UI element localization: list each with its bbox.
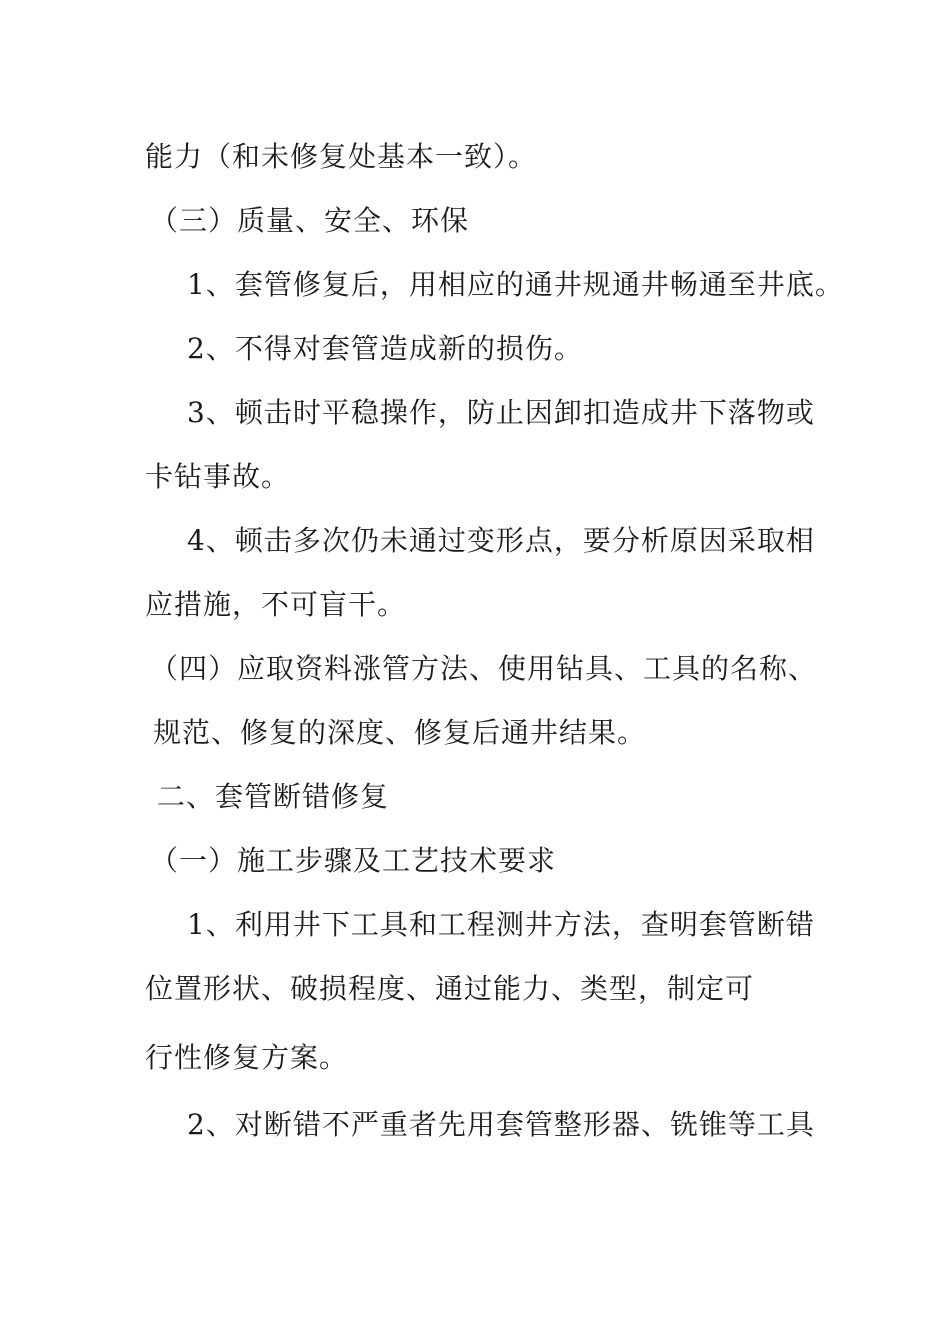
paragraph-line: 应措施，不可盲干。 [145, 588, 407, 621]
section-heading: （三）质量、安全、环保 [150, 204, 470, 237]
section-heading: （四）应取资料涨管方法、使用钻具、工具的名称、 [150, 652, 818, 685]
paragraph-line: 位置形状、破损程度、通过能力、类型，制定可 [145, 972, 755, 1005]
paragraph-line: 2、对断错不严重者先用套管整形器、铣锥等工具 [187, 1108, 815, 1141]
paragraph-line: 1、套管修复后，用相应的通井规通井畅通至井底。 [187, 268, 844, 301]
paragraph-line: 能力（和未修复处基本一致）。 [145, 140, 538, 173]
paragraph-line: 卡钻事故。 [145, 460, 291, 493]
paragraph-line: 1、利用井下工具和工程测井方法，查明套管断错 [187, 908, 815, 941]
paragraph-line: 2、不得对套管造成新的损伤。 [187, 332, 583, 365]
chapter-heading: 二、套管断错修复 [157, 780, 390, 813]
section-heading: （一）施工步骤及工艺技术要求 [150, 844, 557, 877]
paragraph-line: 4、顿击多次仍未通过变形点，要分析原因采取相 [187, 524, 815, 557]
paragraph-line: 规范、修复的深度、修复后通井结果。 [153, 716, 647, 749]
paragraph-line: 3、顿击时平稳操作，防止因卸扣造成井下落物或 [187, 396, 815, 429]
paragraph-line: 行性修复方案。 [145, 1041, 349, 1074]
